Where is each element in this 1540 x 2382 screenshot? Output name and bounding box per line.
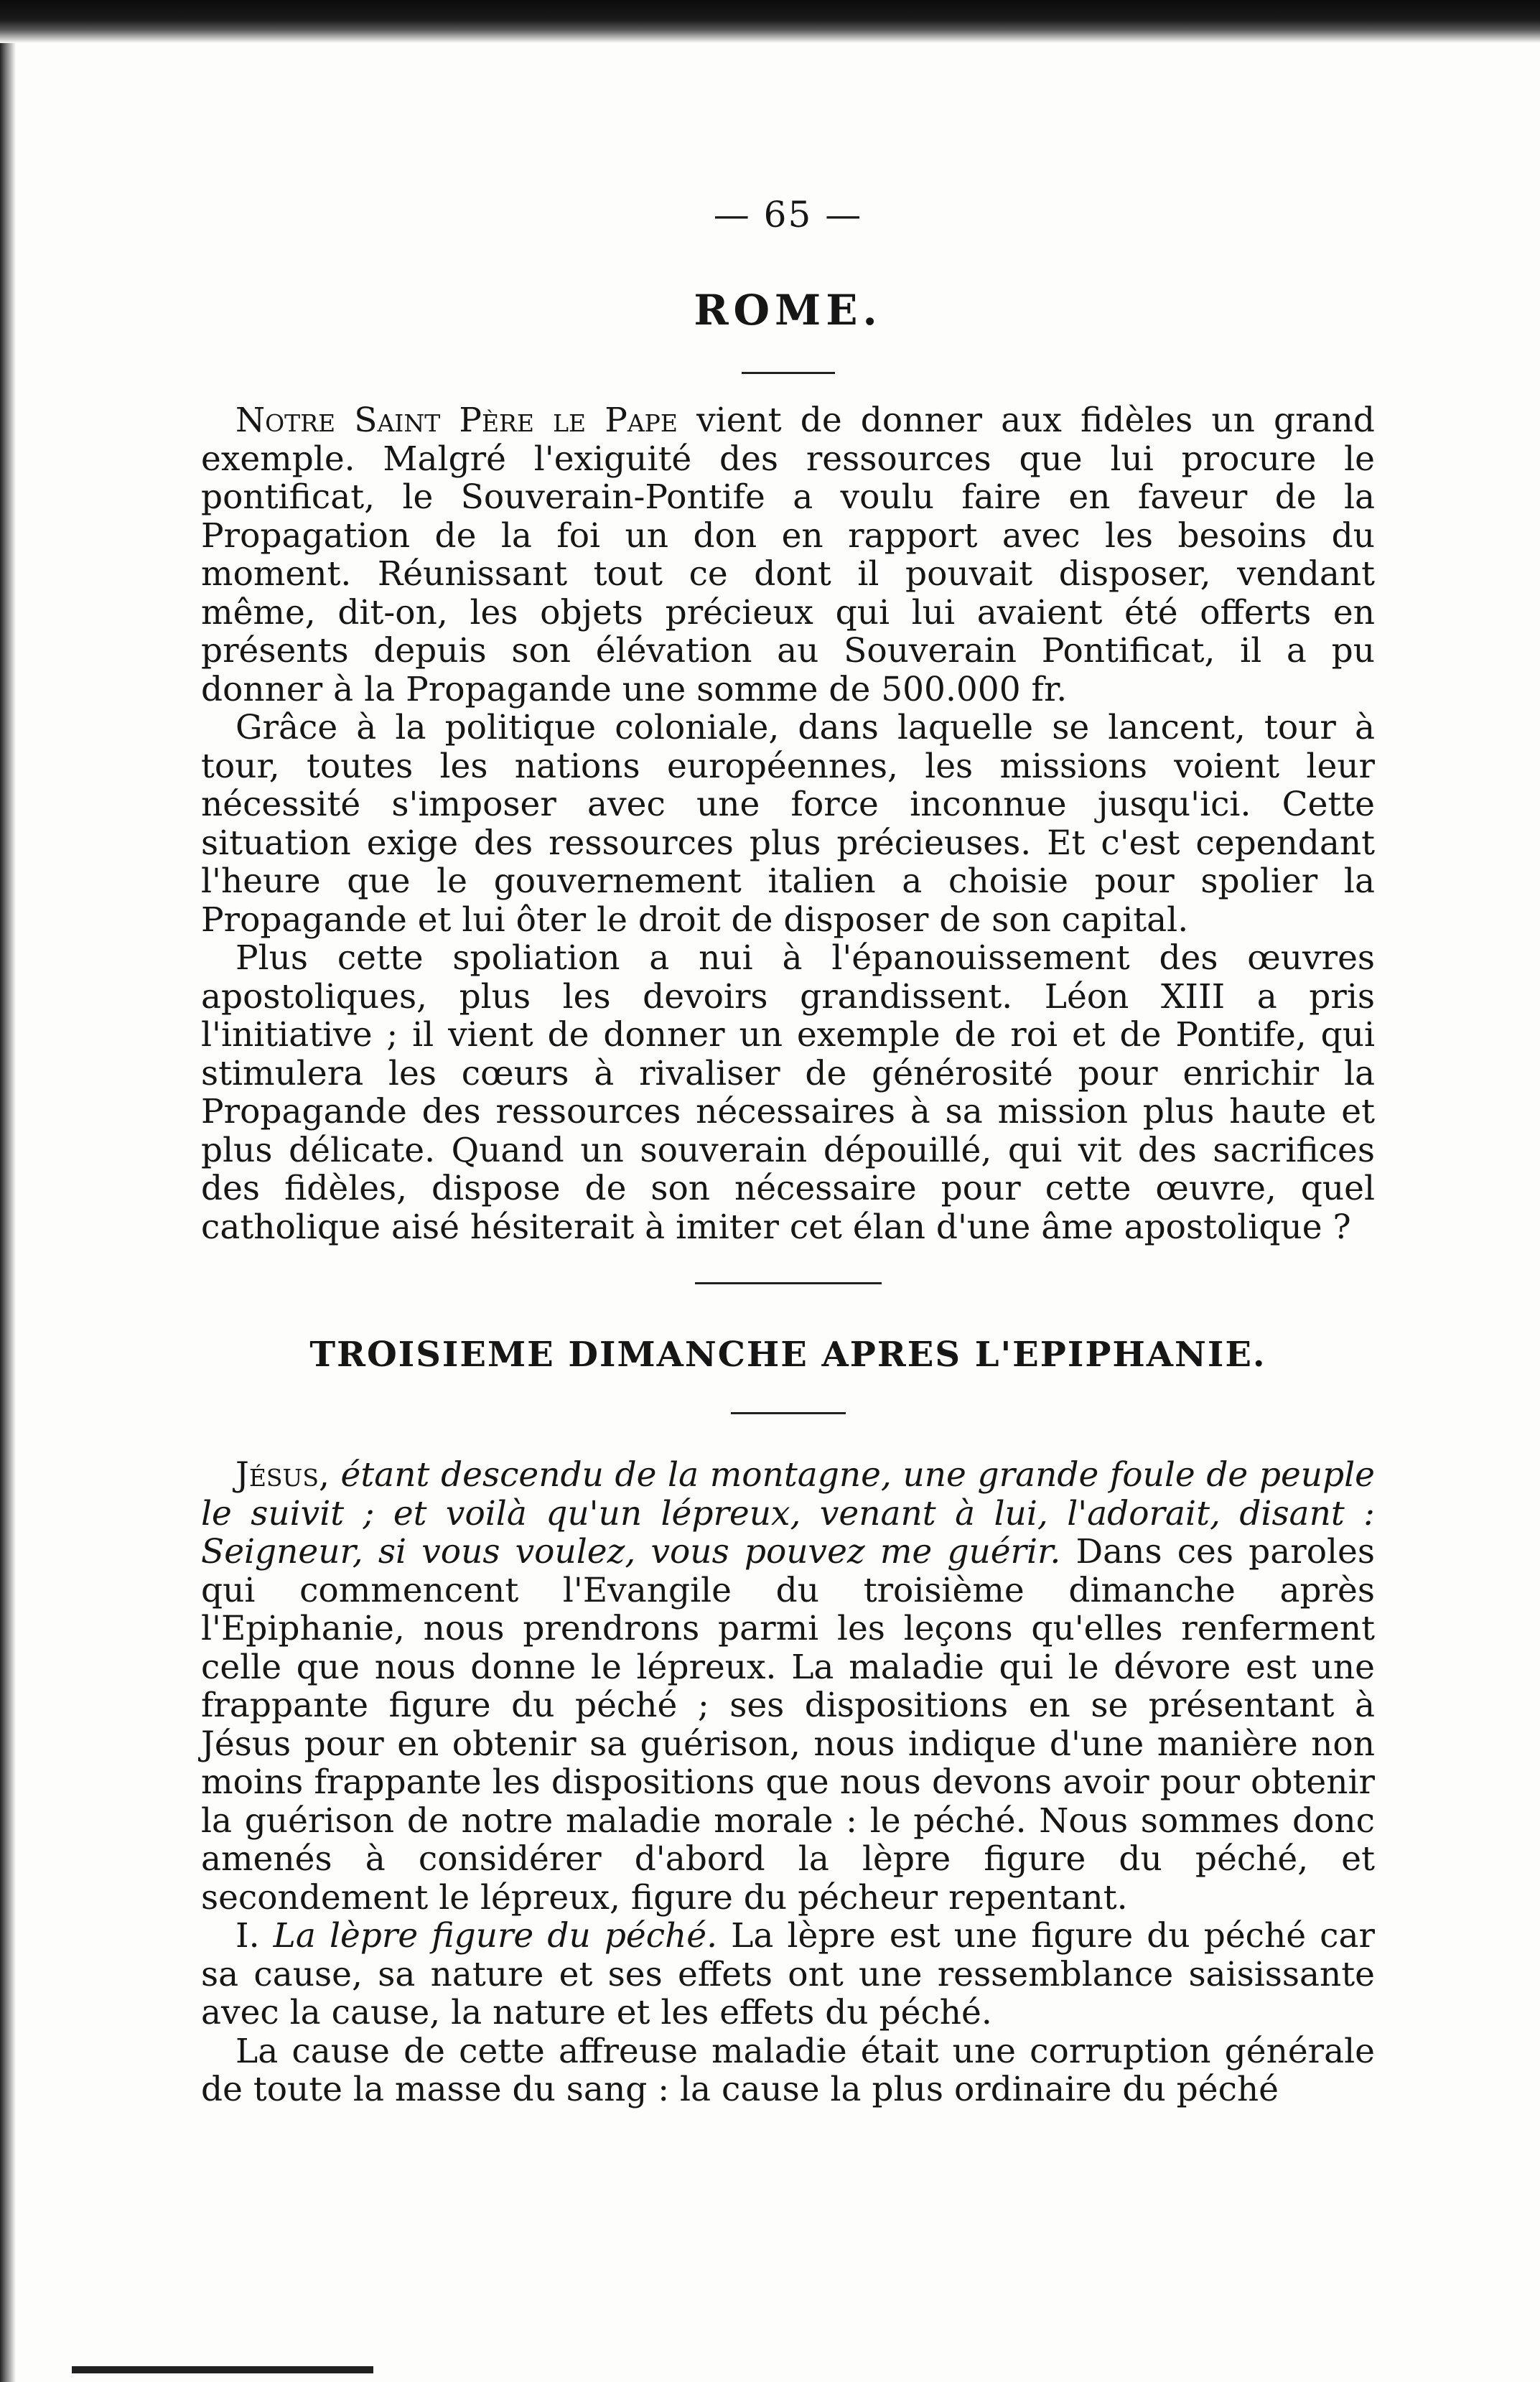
sunday-paragraph-1-lead: Jésus, <box>235 1455 330 1495</box>
sunday-paragraph-1-text: Dans ces paroles qui commencent l'Evangile du troisième dimanche après l'Epiphanie, nous prendrons parmi les leçons qu'elles renferment celle que nous donne le lépreux. La maladie qui le dévore est une frappante figure du péché ; ses dispositions en se présentant à Jésus pour en obtenir sa guérison, nous indique d'une manière non moins frappante les dispositions que nous devons avoir pour obtenir la guérison de notre maladie morale : le péché. Nous sommes donc amenés à considérer d'abord la lèpre figure du péché, et secondement le lépreux, figure du pécheur repentant. <box>201 1532 1375 1918</box>
page-number: — 65 — <box>713 194 863 235</box>
sunday-paragraph-1-quote: étant descendu de la montagne, une grande foule de peuple le suivit ; et voilà qu'un lépreux, venant à lui, l'adorait, disant : Seigneur, si vous voulez, vous pouvez me guérir. <box>201 1455 1375 1571</box>
sunday-paragraph-2 <box>201 1917 1375 2032</box>
sunday-paragraph-2-text: La lèpre est une figure du péché car sa cause, sa nature et ses effets ont une ressemblance saisissante avec la cause, la nature et les effets du péché. <box>201 1916 1375 2032</box>
rome-paragraph-2: Grâce à la politique coloniale, dans laquelle se lancent, tour à tour, toutes les nations européennes, les missions voient leur nécessité s'imposer avec une force inconnue jusqu'ici. Cette situation exige des ressources plus précieuses. Et c'est cependant l'heure que le gouvernement italien a choisie pour spolier la Propagande et lui ôter le droit de disposer de son capital. <box>201 708 1375 940</box>
section-title-rome: ROME. <box>694 286 882 335</box>
divider <box>695 1282 882 1284</box>
rome-paragraph-1-text: vient de donner aux fidèles un grand exemple. Malgré l'exiguité des ressources que lui procure le pontificat, le Souverain-Pontife a voulu faire en faveur de la Propagation de la foi un don en rapport avec les besoins du moment. Réunissant tout ce dont il pouvait disposer, vendant même, dit-on, les objets précieux qui lui avaient été offerts en présents depuis son élévation au Souverain Pontificat, il a pu donner à la Propagande une somme de 500.000 fr. <box>201 401 1375 709</box>
section-title-sunday: TROISIEME DIMANCHE APRES L'EPIPHANIE. <box>309 1335 1266 1375</box>
sunday-paragraph-2-lead: I. <box>235 1916 274 1956</box>
rome-paragraph-1 <box>201 401 1375 709</box>
scan-bottom-mark <box>72 2366 373 2373</box>
sunday-paragraph-2-heading: La lèpre figure du péché. <box>273 1916 718 1956</box>
scan-top-edge <box>0 0 1540 43</box>
sunday-paragraph-1 <box>201 1456 1375 1917</box>
divider <box>742 372 835 374</box>
rome-paragraph-3: Plus cette spoliation a nui à l'épanouissement des œuvres apostoliques, plus les devoirs grandissent. Léon XIII a pris l'initiative ; il vient de donner un exemple de roi et de Pontife, qui stimulera les cœurs à rivaliser de générosité pour enrichir la Propagande des ressources nécessaires à sa mission plus haute et plus délicate. Quand un souverain dépouillé, qui vit des sacrifices des fidèles, dispose de son nécessaire pour cette œuvre, quel catholique aisé hésiterait à imiter cet élan d'une âme apostolique ? <box>201 938 1375 1247</box>
document-page <box>201 179 1375 2109</box>
sunday-paragraph-3: La cause de cette affreuse maladie était une corruption générale de toute la masse du sang : la cause la plus ordinaire du péché <box>201 2031 1375 2109</box>
divider <box>731 1412 846 1414</box>
scan-left-edge <box>0 43 16 2382</box>
rome-paragraph-1-lead: Notre Saint Père le Pape <box>235 401 678 440</box>
